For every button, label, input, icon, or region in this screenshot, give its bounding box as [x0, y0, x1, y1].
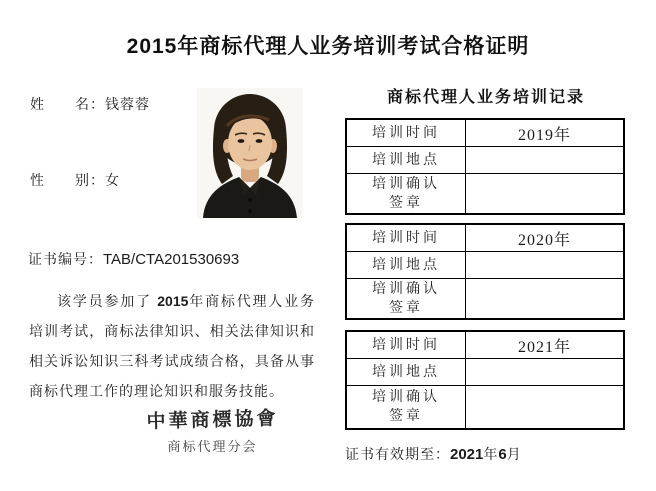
- body-year-number: 2015: [157, 293, 189, 309]
- training-records-header: 商标代理人业务培训记录: [386, 89, 585, 106]
- certificate-title: 2015年商标代理人业务培训考试合格证明: [126, 35, 530, 58]
- gender-label-2: 别：: [75, 174, 105, 189]
- gender-field: [30, 170, 120, 190]
- training-confirm-label-line2: 签章: [389, 195, 423, 211]
- training-confirm-row: [347, 173, 623, 213]
- training-place-label: 培训地点: [347, 359, 466, 385]
- body-text-1: 该学员参加了: [57, 295, 158, 310]
- name-label: 姓: [30, 98, 45, 113]
- validity-month-suffix: 月: [506, 448, 522, 463]
- certificate-number-field: [28, 249, 239, 269]
- training-confirm-label: [347, 174, 466, 213]
- training-time-label: 培训时间: [347, 332, 466, 358]
- training-confirm-label: [347, 386, 466, 428]
- issuer-seal-script: 中華商標協會: [146, 408, 279, 433]
- validity-label: 证书有效期至：: [345, 448, 450, 463]
- training-confirm-row: [347, 278, 623, 318]
- training-place-value: [466, 252, 623, 278]
- training-record-table-2020: [345, 223, 625, 320]
- certificate-number-value: TAB/CTA201530693: [103, 251, 240, 268]
- training-confirm-row: [347, 385, 623, 428]
- training-time-label: 培训时间: [347, 120, 466, 146]
- training-time-value: 2020年: [517, 231, 571, 249]
- validity-year-suffix: 年: [483, 448, 499, 463]
- validity-field: [345, 444, 522, 464]
- training-confirm-label-line1: 培训确认: [372, 176, 440, 192]
- training-record-table-2019: [345, 118, 625, 215]
- portrait-photo: [197, 88, 303, 218]
- training-place-value: [466, 359, 623, 385]
- name-label-2: 名：: [75, 98, 105, 113]
- training-place-row: [347, 146, 623, 173]
- training-time-row: [347, 225, 623, 251]
- training-confirm-value: [466, 279, 623, 318]
- training-confirm-label-line1: 培训确认: [372, 281, 440, 297]
- training-place-label: 培训地点: [347, 147, 466, 173]
- training-place-row: [347, 358, 623, 385]
- validity-month-number: 6: [498, 446, 507, 463]
- name-value: 钱蓉蓉: [105, 98, 150, 113]
- certificate-body-paragraph: [29, 286, 315, 408]
- body-text-2: 年商标代理人业务培训考试，商标法律知识、相关法律知识和相关诉讼知识三科考试成绩合格，具备从事商标代理工作的理论知识和服务技能。: [29, 295, 316, 400]
- training-record-table-2021: [345, 330, 625, 430]
- training-time-value: 2021年: [517, 338, 571, 356]
- name-field: [30, 94, 150, 114]
- training-time-label: 培训时间: [347, 225, 466, 251]
- training-place-row: [347, 251, 623, 278]
- gender-label: 性: [30, 174, 45, 189]
- certificate-number-label: 证书编号：: [28, 253, 103, 268]
- training-confirm-value: [466, 386, 623, 428]
- issuer-branch-name: 商标代理分会: [167, 439, 258, 454]
- gender-value: 女: [105, 174, 120, 189]
- training-confirm-value: [466, 174, 623, 213]
- training-time-row: [347, 120, 623, 146]
- training-time-row: [347, 332, 623, 358]
- training-confirm-label-line1: 培训确认: [372, 390, 440, 405]
- training-confirm-label: [347, 279, 466, 318]
- training-place-label: 培训地点: [347, 252, 466, 278]
- training-time-value: 2019年: [517, 126, 571, 144]
- training-confirm-label-line2: 签章: [389, 409, 423, 424]
- training-place-value: [466, 147, 623, 173]
- training-confirm-label-line2: 签章: [389, 300, 423, 316]
- validity-year-number: 2021: [450, 446, 484, 463]
